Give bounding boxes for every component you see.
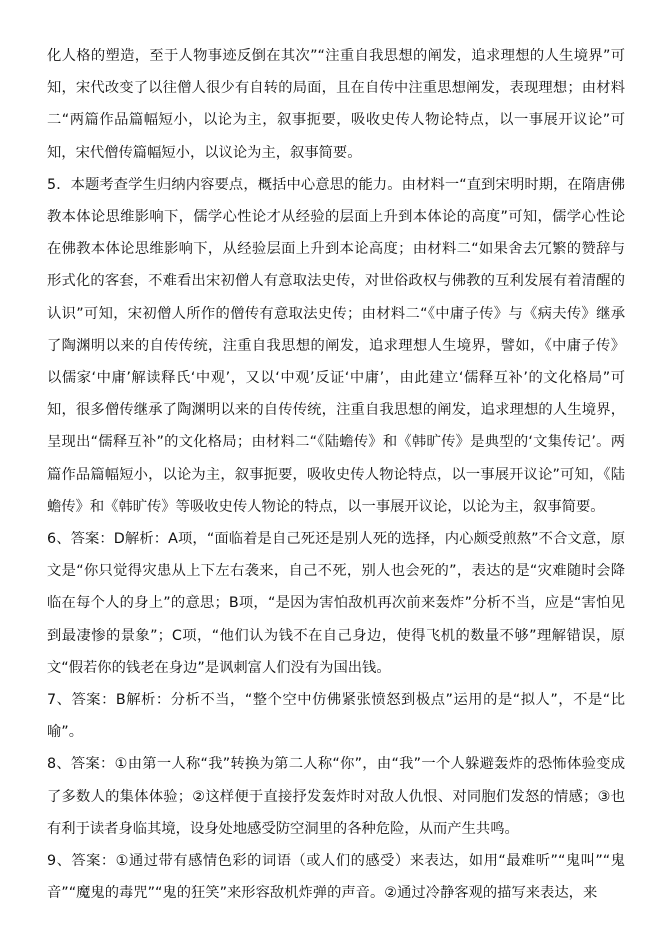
paragraph-answer-5: 5．本题考查学生归纳内容要点，概括中心意思的能力。由材料一“直到宋明时期，在隋唐佛教本体论思维影响下，儒学心性论才从经验的层面上升到本体论的高度”可知，儒学心性论在佛教本体论思维影响下，从经验层面上升到本论高度；由材料二“如果舍去冗繁的赞辞与形式化的客套，不难看出宋初僧人有意取法史传，对世俗政权与佛教的互利发展有着清醒的认识”可知，宋初僧人所作的僧传有意取法史传；由材料二“《中庸子传》与《病夫传》继承了陶渊明以来的自传传统，注重自我思想的阐发，追求理想人生境界，譬如，《中庸子传》以儒家‘中庸’解读释氏‘中观’，又以‘中观’反证‘中庸’，由此建立‘儒释互补’的文化格局”可知，很多僧传继承了陶渊明以来的自传传统，注重自我思想的阐发，追求理想的人生境界，呈现出“儒释互补”的文化格局；由材料二“《陆蟾传》和《韩旷传》是典型的‘文集传记’。两篇作品篇幅短小，以论为主，叙事扼要，吸收史传人物论特点，以一事展开议论”可知，《陆蟾传》和《韩旷传》等吸收史传人物论的特点，以一事展开议论，以论为主，叙事简要。 [47,176,625,515]
paragraph-material-summary: 化人格的塑造，至于人物事迹反倒在其次”“注重自我思想的阐发，追求理想的人生境界”可知，宋代改变了以往僧人很少有自转的局面，且在自传中注重思想阐发，表现理想；由材料二“两篇作品篇幅短小，以论为主，叙事扼要，吸收史传人物论特点，以一事展开议论”可知，宋代僧传篇幅短小，以议论为主，叙事简要。 [47,48,625,161]
paragraph-answer-9: 9、答案：①通过带有感情色彩的词语（或人们的感受）来表达，如用“最难听”“鬼叫”“鬼音”“魔鬼的毒咒”“鬼的狂笑”来形容敌机炸弹的声音。②通过冷静客观的描写来表达，来 [47,853,625,902]
paragraph-answer-6: 6、答案：D解析：A项，“面临着是自己死还是别人死的选择，内心颇受煎熬”不合文意，原文是“你只觉得灾患从上下左右袭来，自己不死，别人也会死的”，表达的是“灾难随时会降临在每个人的身上”的意思；B项，“是因为害怕敌机再次前来轰炸”分析不当，应是“害怕见到最凄惨的景象”；C项，“他们认为钱不在自己身边，使得飞机的数量不够”理解错误，原文“假若你的钱老在身边”是讽刺富人们没有为国出钱。 [47,531,625,676]
paragraph-answer-7: 7、答案：B解析：分析不当，“整个空中仿佛紧张愤怒到极点”运用的是“拟人”，不是“比喻”。 [47,692,625,741]
document-page [47,40,625,909]
paragraph-answer-8: 8、答案：①由第一人称“我”转换为第二人称“你”，由“我”一个人躲避轰炸的恐怖体验变成了多数人的集体体验；②这样便于直接抒发轰炸时对敌人仇恨、对同胞们发怒的情感；③也有利于读者身临其境，设身处地感受防空洞里的各种危险，从而产生共鸣。 [47,756,625,837]
